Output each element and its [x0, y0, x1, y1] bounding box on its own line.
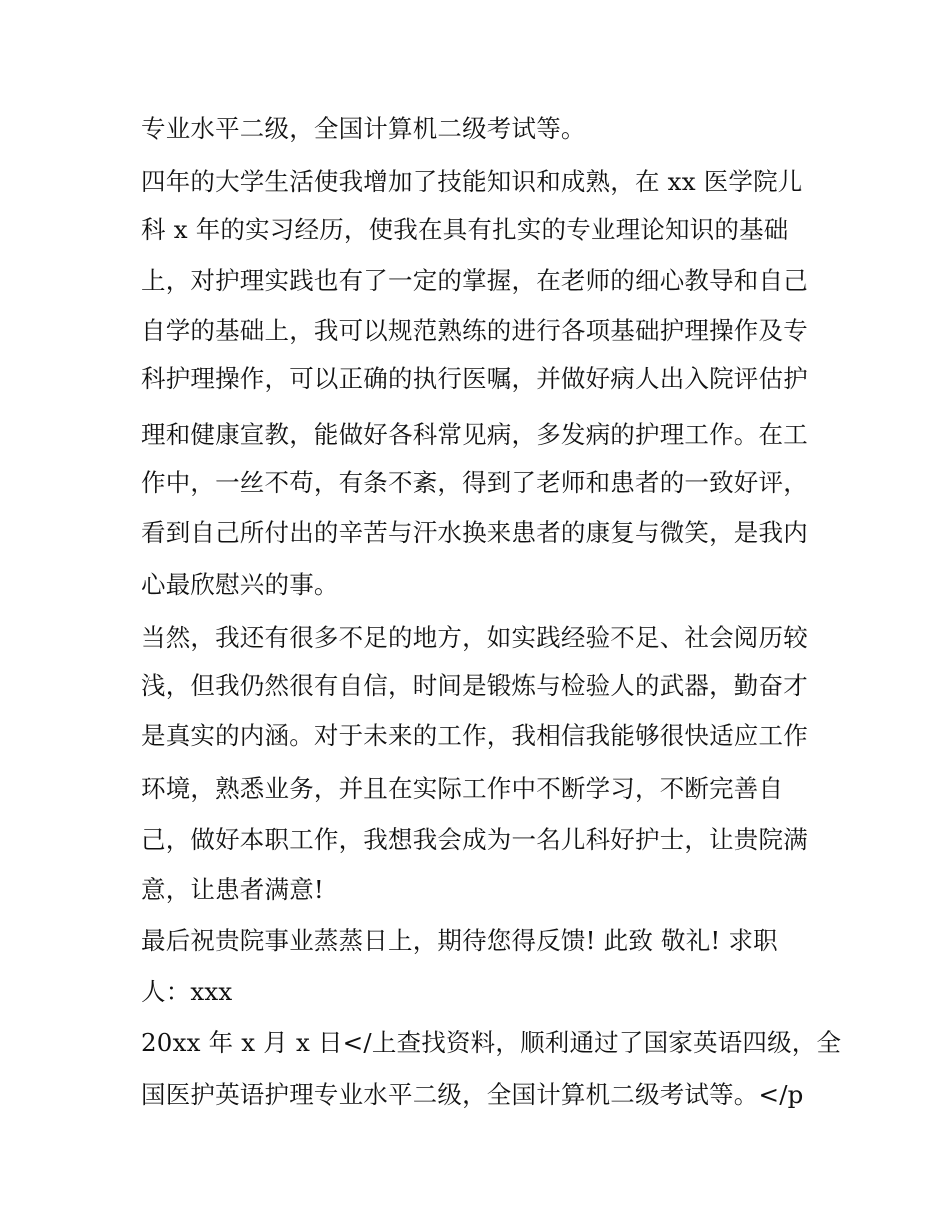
text-line: 最后祝贵院事业蒸蒸日上，期待您得反馈! 此致 敬礼! 求职: [141, 926, 778, 955]
text-line: 四年的大学生活使我增加了技能知识和成熟，在 xx 医学院儿: [141, 167, 803, 196]
text-line: 自学的基础上，我可以规范熟练的进行各项基础护理操作及专: [141, 316, 808, 345]
text-line: 当然，我还有很多不足的地方，如实践经验不足、社会阅历较: [141, 623, 808, 652]
text-line: 是真实的内涵。对于未来的工作，我相信我能够很快适应工作: [141, 721, 808, 750]
text-line: 科 x 年的实习经历，使我在具有扎实的专业理论知识的基础: [141, 215, 789, 244]
text-line: 20xx 年 x 月 x 日</上查找资料，顺利通过了国家英语四级，全: [141, 1028, 842, 1057]
text-line: 环境，熟悉业务，并且在实际工作中不断学习，不断完善自: [141, 774, 784, 803]
text-line: 专业水平二级，全国计算机二级考试等。: [141, 114, 586, 143]
text-line: 作中，一丝不苟，有条不紊，得到了老师和患者的一致好评，: [141, 468, 808, 497]
text-line: 理和健康宣教，能做好各科常见病，多发病的护理工作。在工: [141, 420, 808, 449]
text-line: 上，对护理实践也有了一定的掌握，在老师的细心教导和自己: [141, 266, 808, 295]
text-line: 科护理操作，可以正确的执行医嘱，并做好病人出入院评估护: [141, 364, 808, 393]
text-line: 意，让患者满意!: [141, 875, 324, 904]
text-line: 人：xxx: [141, 977, 233, 1006]
text-line: 国医护英语护理专业水平二级，全国计算机二级考试等。</p: [141, 1080, 804, 1109]
text-line: 己，做好本职工作，我想我会成为一名儿科好护士，让贵院满: [141, 825, 808, 854]
text-line: 浅，但我仍然很有自信，时间是锻炼与检验人的武器，勤奋才: [141, 671, 808, 700]
text-line: 看到自己所付出的辛苦与汗水换来患者的康复与微笑，是我内: [141, 518, 808, 547]
text-line: 心最欣慰兴的事。: [141, 570, 339, 599]
